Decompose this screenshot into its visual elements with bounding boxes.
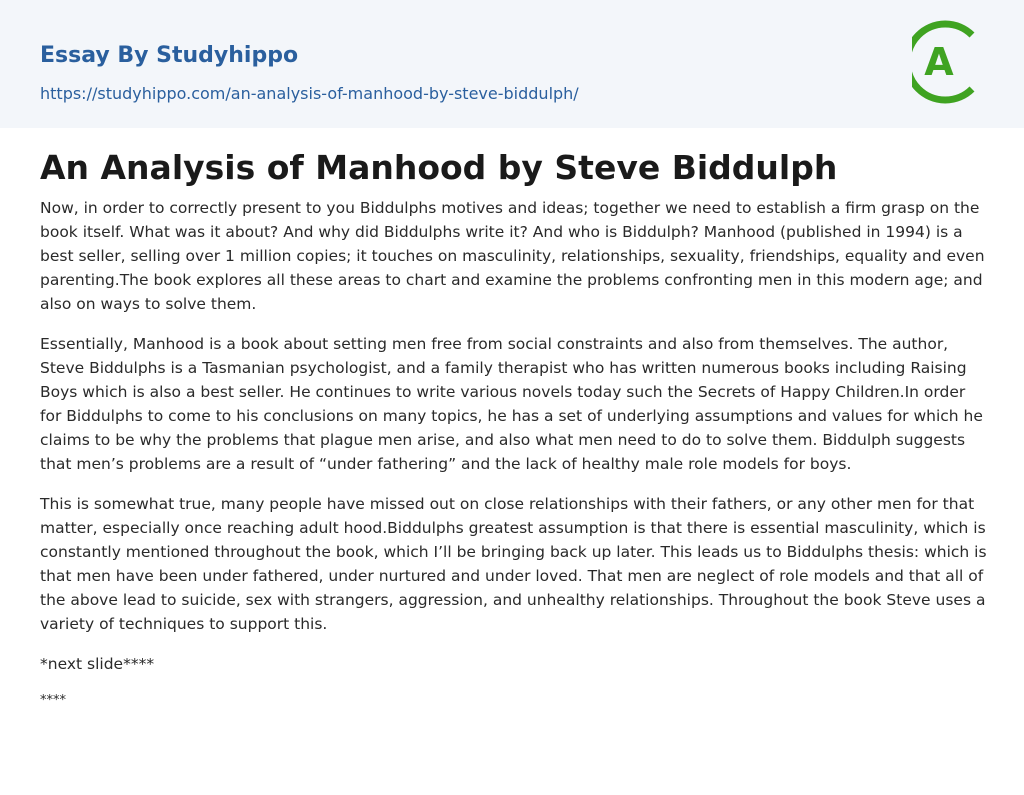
next-slide-note: *next slide****: [40, 655, 155, 673]
site-header: [0, 0, 1024, 128]
stars-separator: ****: [40, 693, 66, 708]
article-title: An Analysis of Manhood by Steve Biddulph: [40, 148, 838, 187]
page-url-link[interactable]: https://studyhippo.com/an-analysis-of-manhood-by-steve-biddulph/: [40, 84, 579, 103]
logo-letter: A: [924, 40, 954, 84]
article-paragraph-2: Essentially, Manhood is a book about setting men free from social constraints and also from themselves. The author, Steve Biddulphs is a Tasmanian psychologist, and a family therapist who has written numerous books including Raising Boys which is also a best seller. He continues to write various novels today such the Secrets of Happy Children.In order for Biddulphs to come to his conclusions on many topics, he has a set of underlying assumptions and values for which he claims to be why the problems that plague men arise, and also what men need to do to solve them. Biddulph suggests that men’s problems are a result of “under fathering” and the lack of healthy male role models for boys.: [40, 335, 983, 473]
ring-letter-a-logo[interactable]: [912, 18, 986, 106]
brand-title[interactable]: Essay By Studyhippo: [40, 43, 299, 68]
article-content: [40, 146, 988, 710]
article-paragraph-1: Now, in order to correctly present to you Biddulphs motives and ideas; together we need to establish a firm grasp on the book itself. What was it about? And why did Biddulphs write it? And who is Biddulph? Manhood (published in 1994) is a best seller, selling over 1 million copies; it touches on masculinity, relationships, sexuality, friendships, equality and even parenting.The book explores all these areas to chart and examine the problems confronting men in this modern age; and also on ways to solve them.: [40, 199, 985, 313]
article-paragraph-3: This is somewhat true, many people have missed out on close relationships with their fathers, or any other men for that matter, especially once reaching adult hood.Biddulphs greatest assumption is that there is essential masculinity, which is constantly mentioned throughout the book, which I’ll be bringing back up later. This leads us to Biddulphs thesis: which is that men have been under fathered, under nurtured and under loved. That men are neglect of role models and that all of the above lead to suicide, sex with strangers, aggression, and unhealthy relationships. Throughout the book Steve uses a variety of techniques to support this.: [40, 495, 987, 633]
